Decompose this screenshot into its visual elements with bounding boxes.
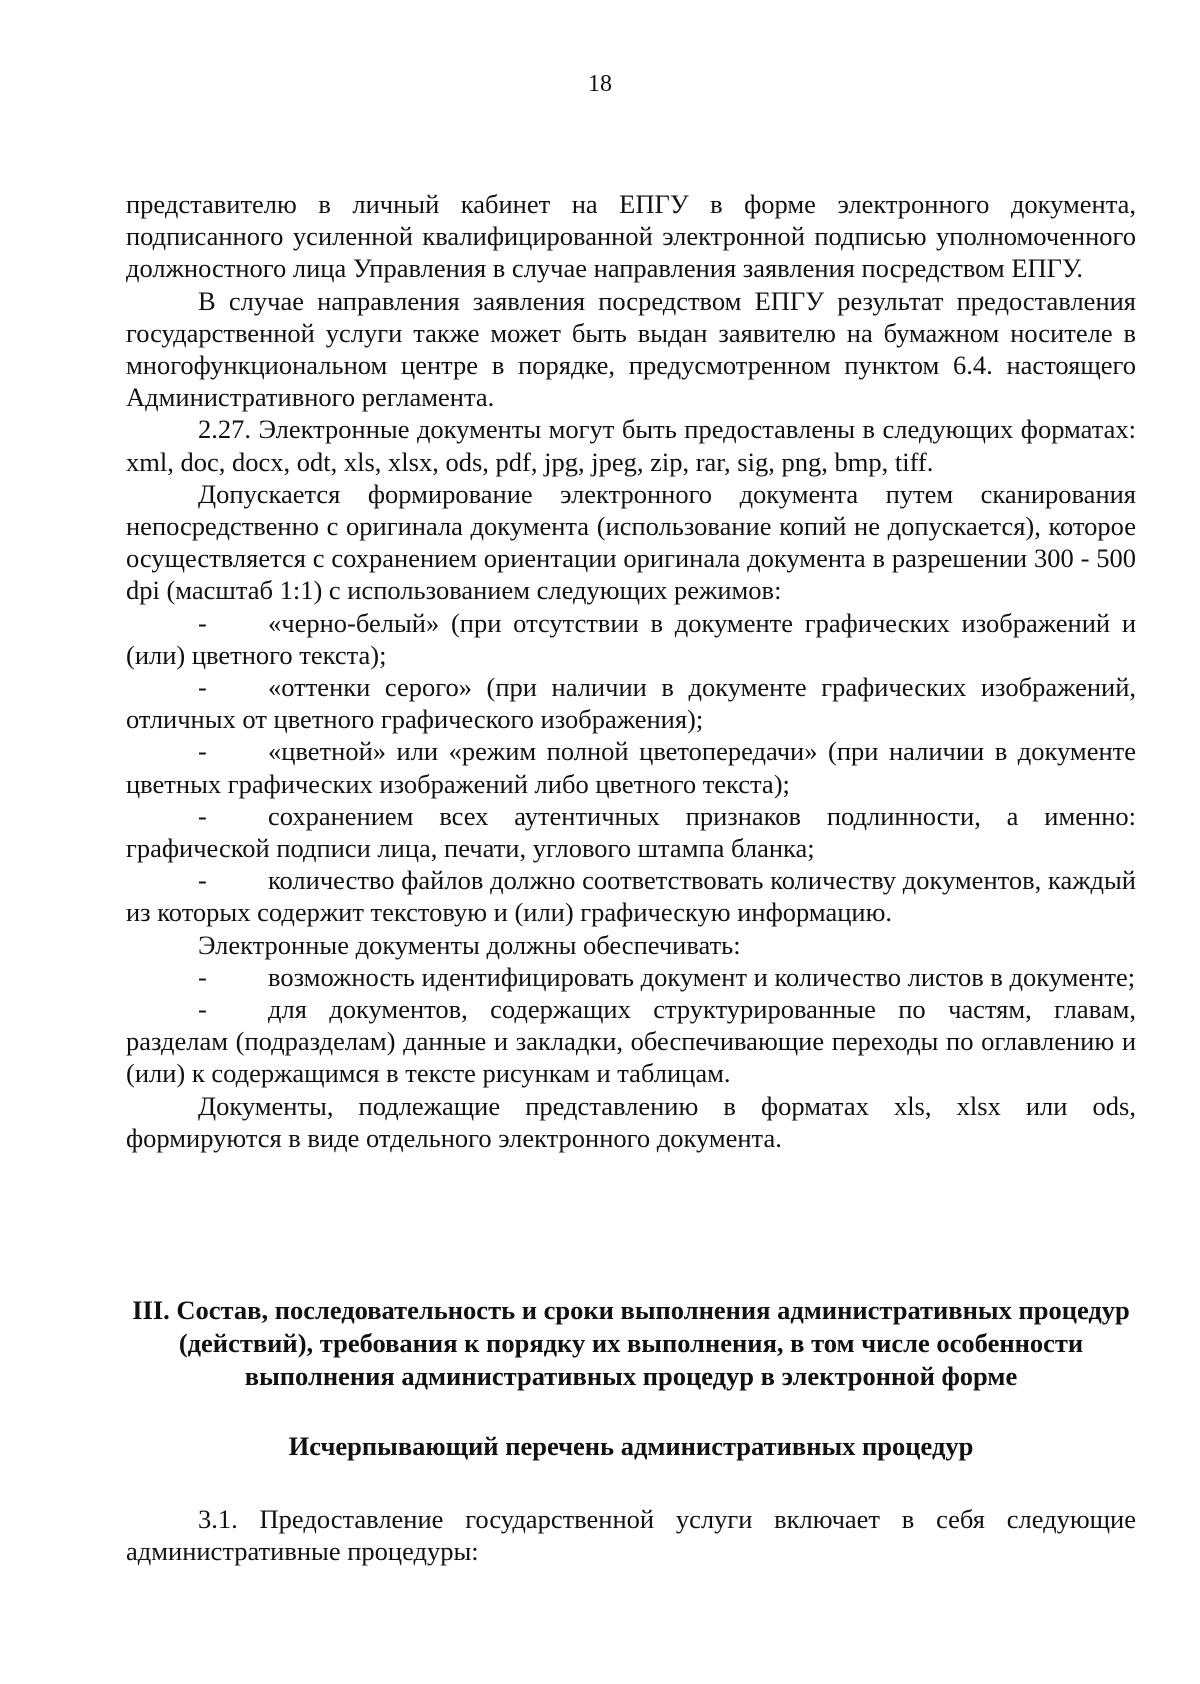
body-text	[126, 188, 1136, 1154]
section-heading: III. Состав, последовательность и сроки выполнения административных процедур (действий), требования к порядку их выполнения, в том числе особенности выполнения административных процедур в электронной форме	[132, 1295, 1130, 1391]
paragraph: Документы, подлежащие представлению в форматах xls, xlsx или ods, формируются в виде отдельного электронного документа.	[126, 1090, 1136, 1153]
list-item	[126, 961, 1136, 993]
dash-marker: -	[198, 961, 207, 992]
list-item-text: «цветной» или «режим полной цветопередачи» (при наличии в документе цветных графических изображений либо цветного текста);	[126, 736, 1136, 799]
paragraph: 2.27. Электронные документы могут быть предоставлены в следующих форматах: xml, doc, docx, odt, xls, xlsx, ods, pdf, jpg, jpeg, zip, rar, sig, png, bmp, tiff.	[126, 414, 1136, 477]
dash-marker: -	[198, 736, 207, 767]
paragraph: представителю в личный кабинет на ЕПГУ в форме электронного документа, подписанного усиленной квалифицированной электронной подписью уполномоченного должностного лица Управления в случае направления заявления посредством ЕПГУ.	[126, 189, 1136, 284]
list-item-text: возможность идентифицировать документ и количество листов в документе;	[268, 961, 1136, 992]
body-text-continued	[126, 1503, 1136, 1567]
dash-marker: -	[198, 672, 207, 703]
paragraph: Допускается формирование электронного документа путем сканирования непосредственно с оригинала документа (использование копий не допускается), которое осуществляется с сохранением ориентации оригинала документа в разрешении 300 - 500 dpi (масштаб 1:1) с использованием следующих режимов:	[126, 478, 1136, 606]
list-item-text: сохранением всех аутентичных признаков подлинности, а именно: графической подписи лица, печати, углового штампа бланка;	[126, 800, 1136, 864]
list-item	[126, 800, 1136, 864]
dash-marker: -	[198, 865, 207, 896]
list-item-text: для документов, содержащих структурированные по частям, главам, разделам (подразделам) данные и закладки, обеспечивающие переходы по оглавлению и (или) к содержащимся в тексте рисункам и таблицам.	[126, 994, 1136, 1089]
list-item-text: «оттенки серого» (при наличии в документе графических изображений, отличных от цветного графического изображения);	[126, 672, 1136, 735]
list-item	[126, 993, 1136, 1090]
list-item	[126, 671, 1136, 735]
dash-marker: -	[198, 607, 207, 638]
list-item-text: количество файлов должно соответствовать количеству документов, каждый из которых содержит текстовую и (или) графическую информацию.	[126, 865, 1136, 928]
dash-marker: -	[198, 994, 207, 1025]
list-item	[126, 735, 1136, 799]
paragraph: 3.1. Предоставление государственной услуги включает в себя следующие административные процедуры:	[126, 1504, 1136, 1567]
list-item	[126, 607, 1136, 671]
subsection-heading: Исчерпывающий перечень административных процедур	[288, 1431, 974, 1461]
page-number: 18	[588, 71, 612, 97]
paragraph: Электронные документы должны обеспечивать:	[198, 929, 741, 960]
list-item	[126, 864, 1136, 928]
paragraph: В случае направления заявления посредством ЕПГУ результат предоставления государственной услуги также может быть выдан заявителю на бумажном носителе в многофункциональном центре в порядке, предусмотренном пунктом 6.4. настоящего Административного регламента.	[126, 285, 1136, 413]
list-item-text: «черно-белый» (при отсутствии в документе графических изображений и (или) цветного текста);	[126, 607, 1136, 670]
dash-marker: -	[198, 800, 207, 831]
